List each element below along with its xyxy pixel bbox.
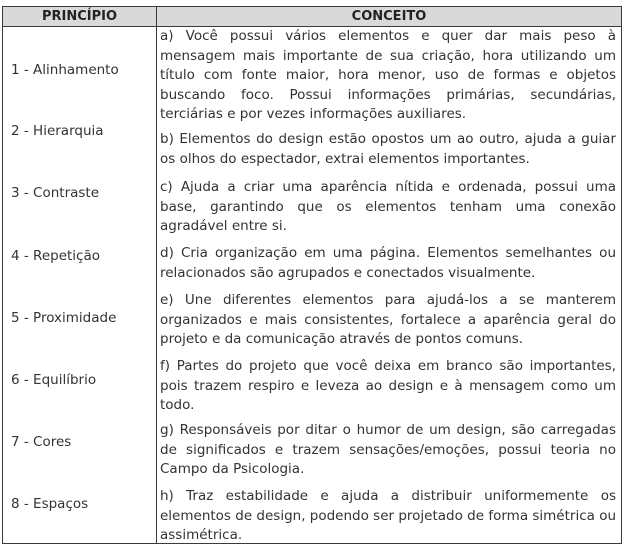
column-divider (156, 7, 157, 543)
principle-item: 1 - Alinhamento (11, 62, 119, 78)
principle-item: 6 - Equilíbrio (11, 372, 97, 388)
concept-item: b) Elementos do design estão opostos um ao outro, ajuda a guiar os olhos do espectador, extrai elementos importantes. (160, 131, 616, 167)
concept-item: h) Traz estabilidade e ajuda a distribuir uniformemente os elementos de design, podendo ser projetado de forma simétrica ou assimétrica. (160, 488, 617, 543)
concept-item: e) Une diferentes elementos para ajudá-los a se manterem organizados e mais consistentes, fortalece a aparência geral do projeto e da comunicação através de pontos comuns. (160, 292, 616, 347)
concept-item: g) Responsáveis por ditar o humor de um design, são carregadas de significados e trazem sensações/emoções, possui teoria no Campo da Psicologia. (160, 422, 616, 477)
concept-item: d) Cria organização em uma página. Elementos semelhantes ou relacionados são agrupados e conectados visualmente. (160, 245, 616, 281)
concept-item: a) Você possui vários elementos e quer dar mais peso à mensagem mais importante de sua criação, hora utilizando um título com fonte maior, hora menor, uso de formas e objetos buscando foco. Possui informações primárias, secundárias, terciárias e por vezes informações auxiliares. (160, 28, 616, 122)
principle-item: 3 - Contraste (11, 185, 100, 201)
principle-item: 7 - Cores (11, 434, 72, 450)
principles-table (2, 6, 622, 544)
principle-item: 8 - Espaços (11, 496, 89, 512)
concept-item: c) Ajuda a criar uma aparência nítida e ordenada, possui uma base, garantindo que os elementos tenham uma conexão agradável entre si. (160, 179, 616, 234)
principle-item: 5 - Proximidade (11, 310, 117, 326)
table-header (3, 7, 621, 27)
header-concept: CONCEITO (351, 9, 427, 24)
principle-item: 2 - Hierarquia (11, 123, 104, 139)
principle-item: 4 - Repetição (11, 248, 100, 264)
header-principle: PRINCÍPIO (41, 9, 118, 24)
concept-item: f) Partes do projeto que você deixa em branco são importantes, pois trazem respiro e leveza ao design e à mensagem como um todo. (160, 358, 616, 413)
